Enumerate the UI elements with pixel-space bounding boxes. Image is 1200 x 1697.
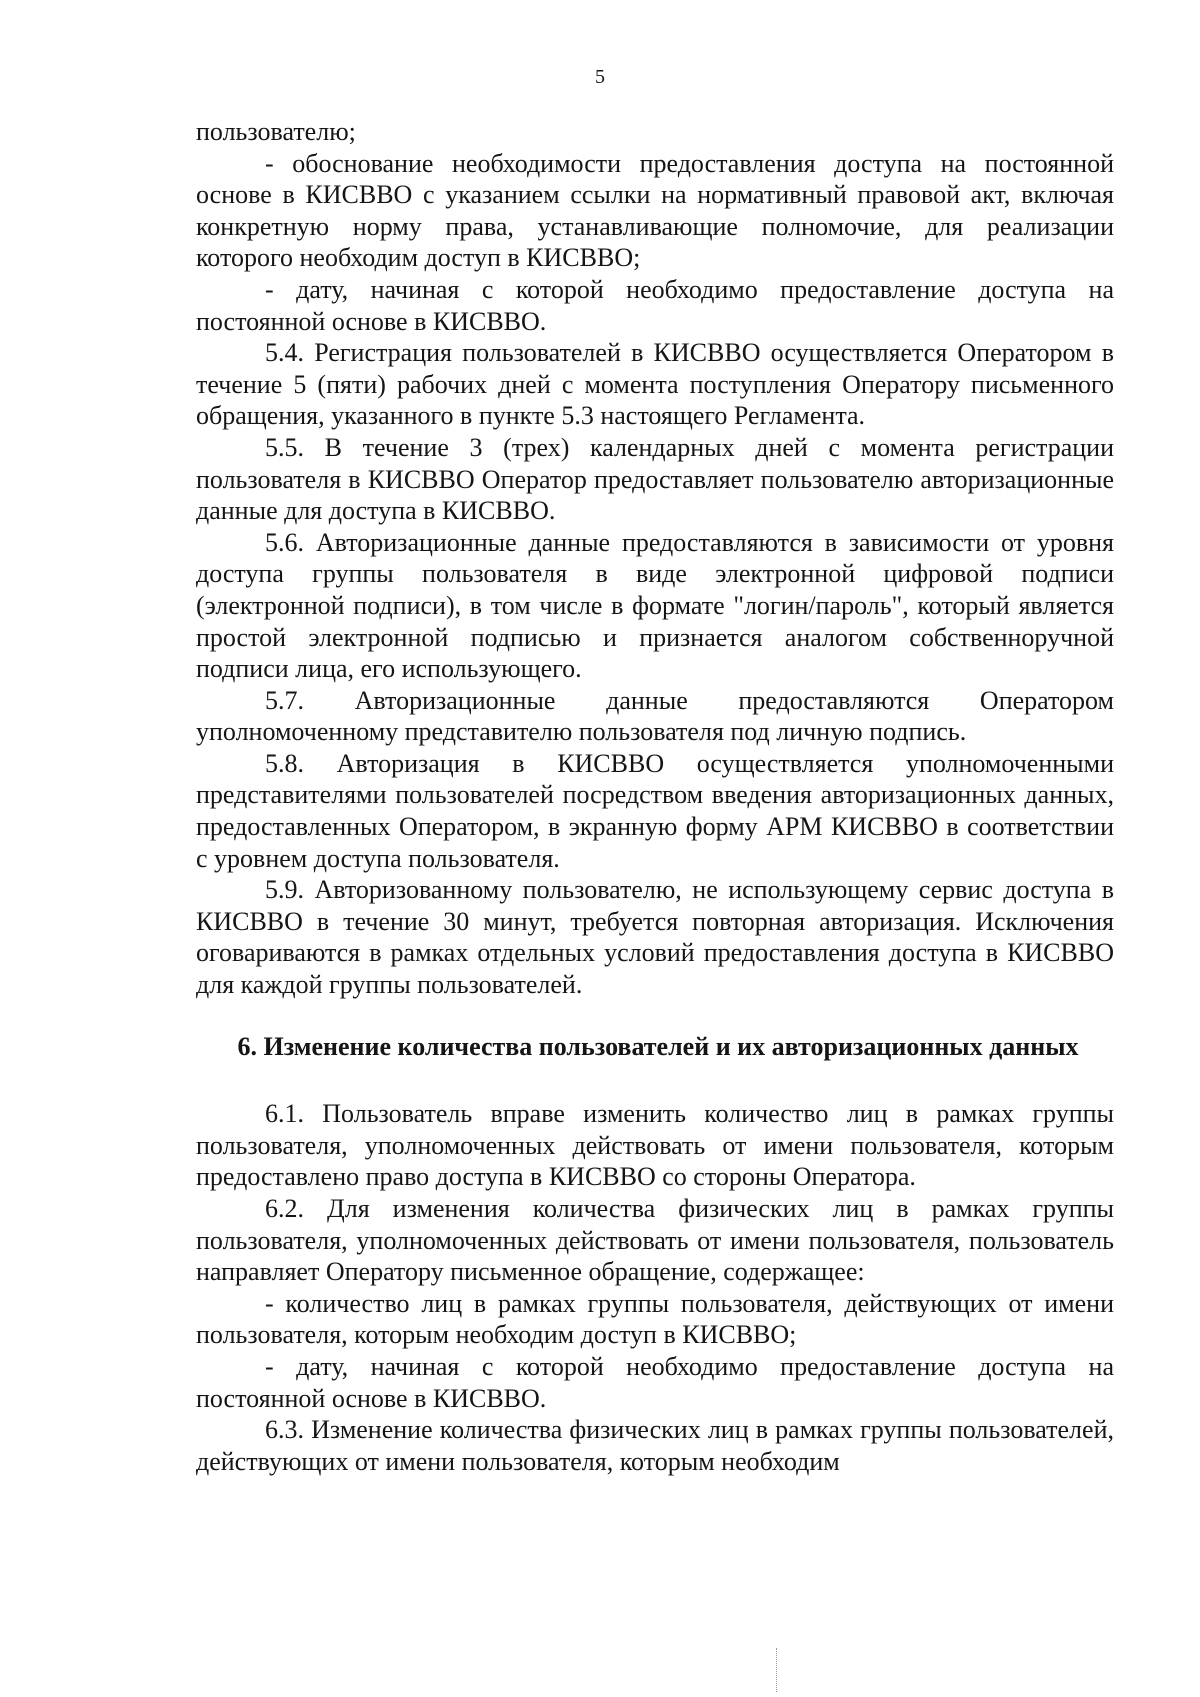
- paragraph-5-6: 5.6. Авторизационные данные предоставляются в зависимости от уровня доступа группы пользователя в виде электронной цифровой подписи (электронной подписи), в том числе в формате "логин/пароль", который является простой электронной подписью и признается аналогом собственноручной подписи лица, его использующего.: [196, 527, 1114, 684]
- paragraph-5-4: 5.4. Регистрация пользователей в КИСВВО осуществляется Оператором в течение 5 (пяти) рабочих дней с момента поступления Оператору письменного обращения, указанного в пункте 5.3 настоящего Регламента.: [196, 338, 1114, 431]
- paragraph-5-5: 5.5. В течение 3 (трех) календарных дней с момента регистрации пользователя в КИСВВО Оператор предоставляет пользователю авторизационные данные для доступа в КИСВВО.: [196, 432, 1114, 526]
- paragraph-continuation: пользователю;: [196, 117, 356, 146]
- paragraph-6-2: 6.2. Для изменения количества физических лиц в рамках группы пользователя, уполномоченных действовать от имени пользователя, пользователь направляет Оператору письменное обращение, содержащее:: [196, 1194, 1114, 1287]
- scan-artifact-line: [776, 1648, 778, 1692]
- paragraph-5-8: 5.8. Авторизация в КИСВВО осуществляется уполномоченными представителями пользователей посредством введения авторизационных данных, предоставленных Оператором, в экранную форму АРМ КИСВВО в соответствии с уровнем доступа пользователя.: [196, 748, 1114, 873]
- paragraph-date-item: - дату, начиная с которой необходимо предоставление доступа на постоянной основе в КИСВВО.: [196, 274, 1114, 336]
- paragraph-6-3: 6.3. Изменение количества физических лиц в рамках группы пользователей, действующих от имени пользователя, которым необходим: [196, 1415, 1114, 1476]
- paragraph-6-1: 6.1. Пользователь вправе изменить количество лиц в рамках группы пользователя, уполномоченных действовать от имени пользователя, которым предоставлено право доступа в КИСВВО со стороны Оператора.: [196, 1099, 1114, 1192]
- page-number: 5: [595, 66, 605, 88]
- paragraph-justification-item: - обоснование необходимости предоставления доступа на постоянной основе в КИСВВО с указанием ссылки на нормативный правовой акт, включая конкретную норму права, устанавливающие полномочие, для реализации которого необходим доступ в КИСВВО;: [196, 148, 1114, 273]
- paragraph-date-item-2: - дату, начиная с которой необходимо предоставление доступа на постоянной основе в КИСВВО.: [196, 1351, 1114, 1413]
- paragraph-count-item: - количество лиц в рамках группы пользователя, действующих от имени пользователя, которым необходим доступ в КИСВВО;: [196, 1288, 1114, 1350]
- paragraph-5-7: 5.7. Авторизационные данные предоставляются Оператором уполномоченному представителю пользователя под личную подпись.: [196, 685, 1114, 747]
- paragraph-5-9: 5.9. Авторизованному пользователю, не использующему сервис доступа в КИСВВО в течение 30 минут, требуется повторная авторизация. Исключения оговариваются в рамках отдельных условий предоставления доступа в КИСВВО для каждой группы пользователей.: [196, 875, 1114, 1000]
- document-body: [196, 116, 1114, 1477]
- section-heading-6: 6. Изменение количества пользователей и их авторизационных данных: [237, 1031, 1079, 1061]
